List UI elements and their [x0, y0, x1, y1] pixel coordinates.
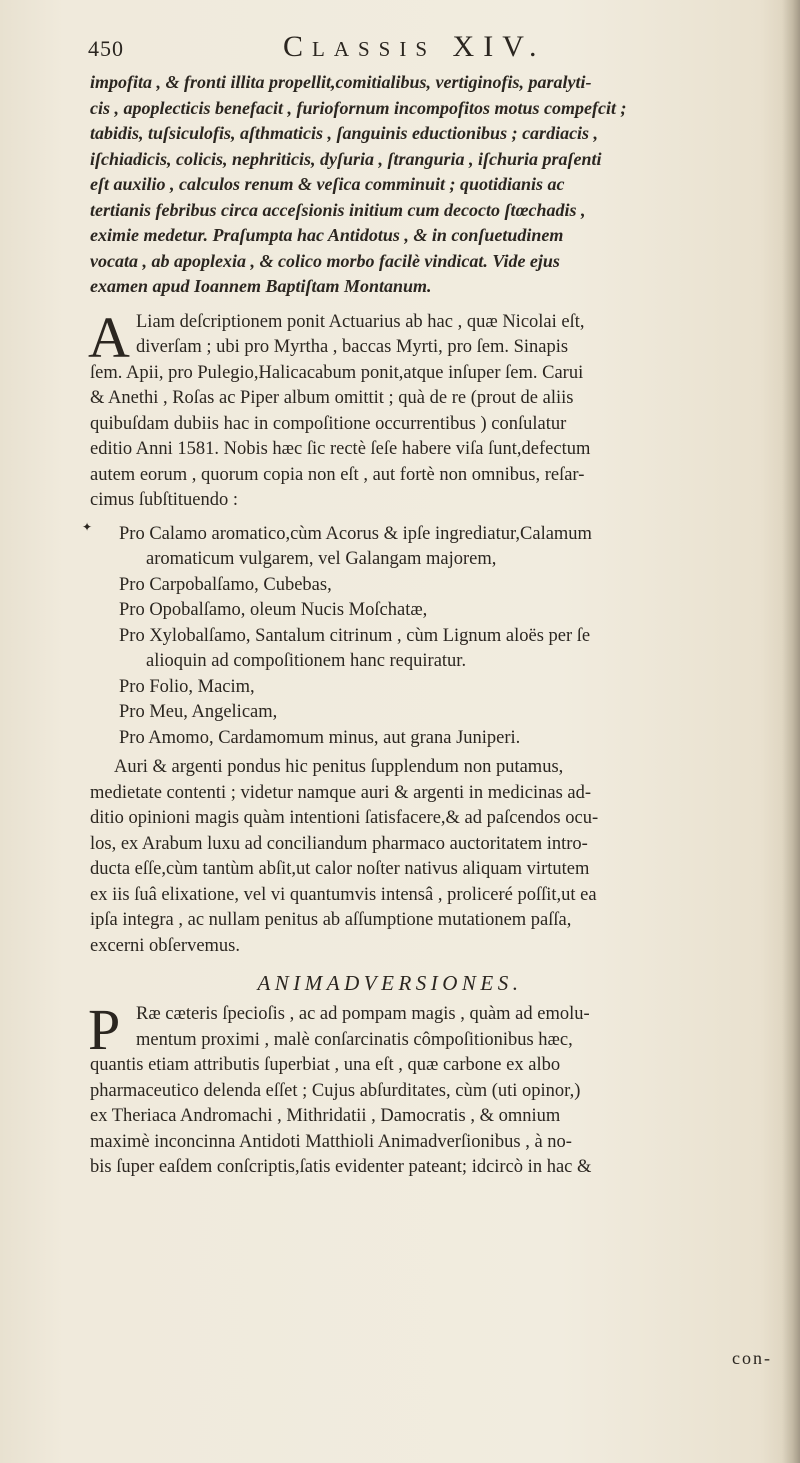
substitution-item: Pro Meu, Angelicam,: [119, 702, 278, 722]
section-heading: ANIMADVERSIONES.: [257, 971, 523, 995]
substitution-item: Pro Folio, Macim,: [119, 676, 255, 697]
intro-line: eſt auxilio , calculos renum & veſica comminuit ; quotidianis ac: [90, 174, 565, 194]
drop-cap: A: [88, 304, 130, 370]
page-body: [82, 70, 780, 1181]
text-line: editio Anni 1581. Nobis hæc ſic rectè ſeſe habere viſa ſunt,defectum: [90, 439, 591, 459]
text-line: ipſa integra , ac nullam penitus ab aſſumptione mutationem paſſa,: [90, 910, 572, 930]
intro-line: examen apud Ioannem Baptiſtam Montanum.: [90, 276, 432, 296]
text-line: maximè inconcinna Antidoti Matthioli Animadverſionibus , à no-: [90, 1131, 572, 1152]
intro-line: vocata , ab apoplexia , & colico morbo facilè vindicat. Vide ejus: [90, 250, 560, 271]
text-line: diverſam ; ubi pro Myrtha , baccas Myrti, pro ſem. Sinapis: [136, 337, 569, 357]
paragraph-animadversiones: [88, 997, 780, 1181]
intro-line: iſchiadicis, colicis, nephriticis, dyſuria , ſtranguria , iſchuria praſenti: [90, 148, 602, 169]
intro-line: eximie medetur. Praſumpta hac Antidotus , & in conſuetudinem: [90, 225, 564, 245]
text-line: quibuſdam dubiis hac in compoſitione occurrentibus ) conſulatur: [90, 413, 567, 434]
paragraph-gold-silver: [90, 755, 780, 959]
intro-line: impofita , & fronti illita propellit,comitialibus, vertiginofis, paralyti-: [90, 72, 592, 92]
text-line: ducta eſſe,cùm tantùm abſit,ut calor noſter nativus aliquam virtutem: [90, 859, 590, 879]
text-line: ex Theriaca Andromachi , Mithridatii , Damocratis , & omnium: [90, 1106, 561, 1126]
text-line: medietate contenti ; videtur namque auri & argenti in medicinas ad-: [90, 782, 592, 803]
intro-line: tertianis febribus circa acceſsionis initium cum decocto ſtœchadis ,: [90, 199, 586, 220]
text-line: pharmaceutico delenda eſſet ; Cujus abſurditates, cùm (uti opinor,): [90, 1080, 581, 1101]
substitution-item: Pro Opobalſamo, oleum Nucis Moſchatæ,: [119, 600, 428, 620]
substitution-item: Pro Amomo, Cardamomum minus, aut grana Juniperi.: [119, 727, 521, 748]
text-line: ditio opinioni magis quàm intentioni ſatisfacere,& ad paſcendos ocu-: [90, 808, 599, 828]
text-line: excerni obſervemus.: [90, 935, 240, 956]
page-number: 450: [88, 36, 124, 61]
catchword: con-: [732, 1348, 772, 1368]
substitution-item-cont: aromaticum vulgarem, vel Galangam majorem,: [146, 549, 497, 569]
intro-paragraph: [90, 70, 780, 300]
page-edge-shadow: [782, 0, 800, 1463]
drop-cap: P: [88, 997, 121, 1062]
substitution-item: Pro Calamo aromatico,cùm Acorus & ipſe ingrediatur,Calamum: [119, 523, 592, 544]
text-line: quantis etiam attributis ſuperbiat , una eſt , quæ carbone ex albo: [90, 1055, 561, 1075]
text-line: & Anethi , Roſas ac Piper album omittit ; quà de re (prout de aliis: [90, 388, 574, 408]
substitution-item: Pro Xylobalſamo, Santalum citrinum , cùm Lignum aloës per ſe: [119, 625, 591, 646]
text-line: Auri & argenti pondus hic penitus ſupplendum non putamus,: [114, 757, 564, 777]
paragraph-alternate-description: [88, 304, 780, 514]
text-line: bis ſuper eaſdem conſcriptis,ſatis evidenter pateant; idcircò in hac &: [90, 1157, 592, 1177]
page-header: [88, 30, 760, 66]
text-line: cimus ſubſtituendo :: [90, 490, 238, 510]
text-line: ſem. Apii, pro Pulegio,Halicacabum ponit,atque inſuper ſem. Carui: [90, 362, 584, 383]
text-line: ex iis ſuâ elixatione, vel vi quantumvis intensâ , proliceré poſſit,ut ea: [90, 884, 597, 905]
substitution-item: Pro Carpobalſamo, Cubebas,: [119, 574, 332, 595]
text-line: autem eorum , quorum copia non eſt , aut fortè non omnibus, reſar-: [90, 464, 585, 485]
substitution-list: [82, 519, 780, 752]
text-line: Liam deſcriptionem ponit Actuarius ab hac , quæ Nicolai eſt,: [136, 311, 585, 332]
text-line: Ræ cæteris ſpecioſis , ac ad pompam magis , quàm ad emolu-: [136, 1004, 590, 1024]
asterisk-marker-icon: ✦: [82, 519, 93, 534]
substitution-item-cont: alioquin ad compoſitionem hanc requiratur.: [146, 651, 467, 671]
text-line: los, ex Arabum luxu ad conciliandum pharmaco auctoritatem intro-: [90, 833, 588, 854]
intro-line: tabidis, tuſsiculofis, aſthmaticis , ſanguinis eductionibus ; cardiacis ,: [90, 123, 599, 143]
running-title: Classis XIV.: [283, 30, 546, 63]
text-line: mentum proximi , malè conſarcinatis cômpoſitionibus hæc,: [136, 1029, 573, 1050]
intro-line: cis , apoplecticis benefacit , furiofornum incompofitos motus compefcit ;: [90, 97, 627, 118]
